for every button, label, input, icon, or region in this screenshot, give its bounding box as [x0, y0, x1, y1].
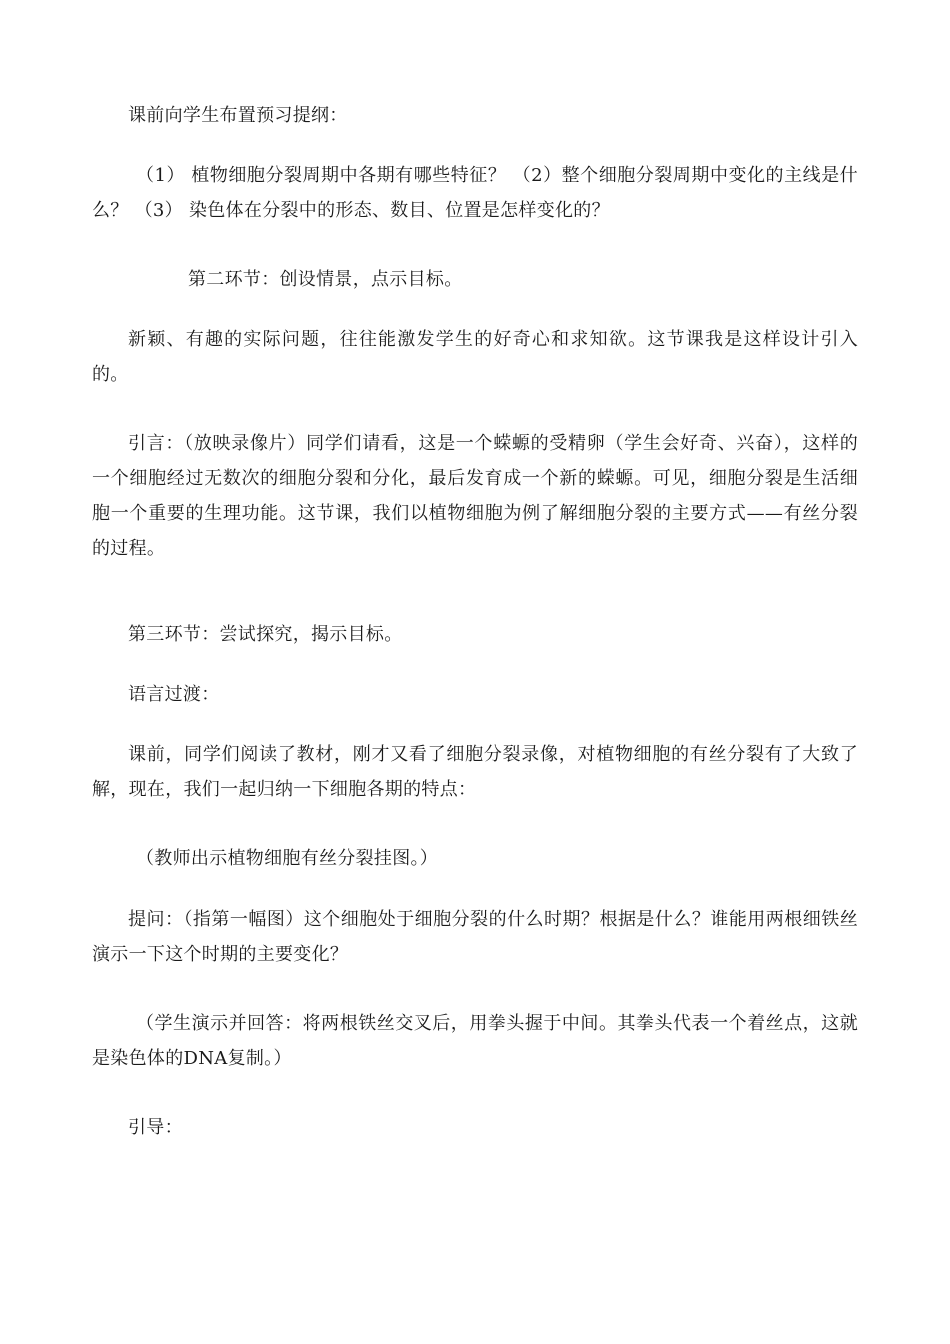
paragraph-question: 提问：（指第一幅图）这个细胞处于细胞分裂的什么时期？根据是什么？谁能用两根细铁丝演示一下这个时期的主要变化？: [92, 909, 858, 965]
paragraph-guidance: 引导：: [128, 1117, 183, 1138]
paragraph-preview-outline: 课前向学生布置预习提纲：: [128, 105, 348, 126]
paragraph-teacher-chart: （教师出示植物细胞有丝分裂挂图。）: [136, 848, 439, 869]
paragraph-student-demo: （学生演示并回答：将两根铁丝交叉后，用拳头握于中间。其拳头代表一个着丝点，这就是染色体的DNA复制。）: [92, 1013, 858, 1069]
paragraph-section-three-heading: 第三环节：尝试探究，揭示目标。: [128, 624, 403, 645]
paragraph-transition-label: 语言过渡：: [128, 684, 220, 705]
paragraph-introduction-design: 新颖、有趣的实际问题，往往能激发学生的好奇心和求知欲。这节课我是这样设计引入的。: [92, 329, 858, 385]
paragraph-section-two-heading: 第二环节：创设情景，点示目标。: [188, 269, 463, 290]
paragraph-transition-text: 课前，同学们阅读了教材，刚才又看了细胞分裂录像，对植物细胞的有丝分裂有了大致了解，现在，我们一起归纳一下细胞各期的特点：: [92, 744, 858, 800]
paragraph-outline-questions: （1） 植物细胞分裂周期中各期有哪些特征？ （2）整个细胞分裂周期中变化的主线是什么？ （3） 染色体在分裂中的形态、数目、位置是怎样变化的？: [92, 165, 858, 221]
paragraph-opening-remarks: 引言：（放映录像片）同学们请看，这是一个蝾螈的受精卵（学生会好奇、兴奋），这样的一个细胞经过无数次的细胞分裂和分化，最后发育成一个新的蝾螈。可见，细胞分裂是生活细胞一个重要的生理功能。这节课，我们以植物细胞为例了解细胞分裂的主要方式——有丝分裂的过程。: [92, 433, 858, 559]
